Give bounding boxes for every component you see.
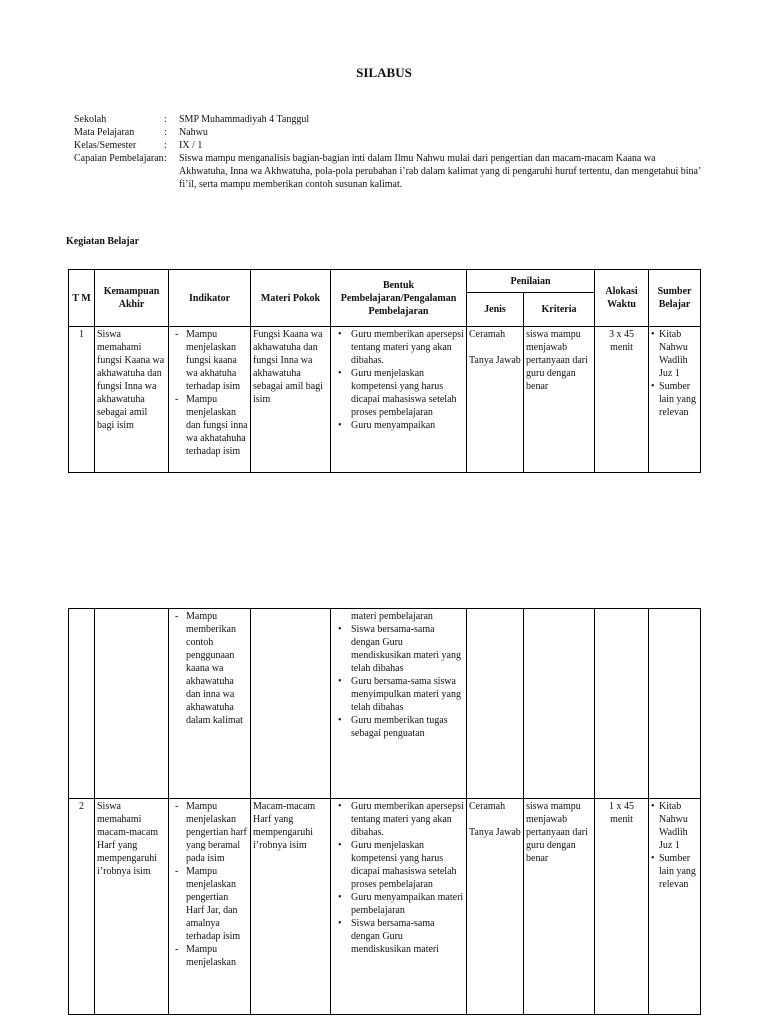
syllabus-table-continued bbox=[68, 608, 701, 1015]
list-item: - Mampu menjelaskan fungsi kaana wa akhatuha terhadap isim bbox=[171, 328, 248, 393]
cell-indikator bbox=[169, 799, 251, 1015]
list-item: • Kitab Nahwu Wadlih Juz 1 bbox=[651, 328, 698, 380]
cell-kriteria: siswa mampu menjawab pertanyaan dari guru dengan benar bbox=[524, 799, 595, 1015]
info-row-mata-pelajaran bbox=[74, 126, 704, 139]
list-item: • Guru menyampaikan bbox=[333, 419, 464, 432]
cell-no: 1 bbox=[69, 327, 95, 473]
header-alokasi: Alokasi Waktu bbox=[595, 270, 649, 327]
header-penilaian: Penilaian bbox=[467, 270, 595, 293]
syllabus-table bbox=[68, 269, 701, 473]
info-colon: : bbox=[164, 127, 167, 138]
cell-no: 2 bbox=[69, 799, 95, 1015]
cell-bentuk bbox=[331, 327, 467, 473]
header-sumber: Sumber Belajar bbox=[649, 270, 701, 327]
table-row bbox=[69, 609, 701, 799]
cell-materi: Macam-macam Harf yang mempengaruhi i’robnya isim bbox=[251, 799, 331, 1015]
cell-alokasi: 1 x 45 menit bbox=[595, 799, 649, 1015]
list-item: • Guru bersama-sama siswa menyimpulkan materi yang telah dibahas bbox=[333, 675, 464, 714]
list-item: • Siswa bersama-sama dengan Guru mendiskusikan materi bbox=[333, 917, 464, 956]
info-label: Capaian Pembelajaran bbox=[74, 153, 164, 164]
info-colon: : bbox=[164, 153, 167, 164]
cell-sumber bbox=[649, 609, 701, 799]
cell-kriteria bbox=[524, 609, 595, 799]
info-block bbox=[74, 113, 704, 191]
cell-kemampuan bbox=[95, 609, 169, 799]
list-item: • Sumber lain yang relevan bbox=[651, 852, 698, 891]
list-item: • Guru memberikan tugas sebagai penguatan bbox=[333, 714, 464, 740]
info-row-capaian bbox=[74, 152, 704, 191]
list-item: • Guru menjelaskan kompetensi yang harus dicapai mahasiswa setelah proses pembelajaran bbox=[333, 367, 464, 419]
cell-jenis bbox=[467, 609, 524, 799]
header-kriteria: Kriteria bbox=[524, 293, 595, 327]
list-item: • Guru menyampaikan materi pembelajaran bbox=[333, 891, 464, 917]
cell-indikator bbox=[169, 327, 251, 473]
list-item: • Guru menjelaskan kompetensi yang harus dicapai mahasiswa setelah proses pembelajaran bbox=[333, 839, 464, 891]
cell-bentuk bbox=[331, 799, 467, 1015]
page-title: SILABUS bbox=[356, 65, 412, 80]
list-item: • Guru memberikan apersepsi tentang materi yang akan dibahas. bbox=[333, 800, 464, 839]
cell-kemampuan: Siswa memahami fungsi Kaana wa akhawatuha dan fungsi Inna wa akhawatuha sebagai amil bagi isim bbox=[95, 327, 169, 473]
cell-materi bbox=[251, 609, 331, 799]
header-bentuk: Bentuk Pembelajaran/Pengalaman Pembelajaran bbox=[331, 270, 467, 327]
jenis-ceramah: Ceramah bbox=[469, 801, 506, 812]
list-item: - Mampu memberikan contoh penggunaan kaana wa akhawatuha dan inna wa akhawatuha dalam kalimat bbox=[171, 610, 248, 727]
cell-no bbox=[69, 609, 95, 799]
table-row bbox=[69, 799, 701, 1015]
table-row bbox=[69, 327, 701, 473]
jenis-tanya-jawab: Tanya Jawab bbox=[469, 355, 521, 366]
list-item: • Siswa bersama-sama dengan Guru mendiskusikan materi yang telah dibahas bbox=[333, 623, 464, 675]
list-item-continued: materi pembelajaran bbox=[351, 611, 433, 622]
list-item: - Mampu menjelaskan pengertian Harf Jar, dan amalnya terhadap isim bbox=[171, 865, 248, 943]
header-tm: T M bbox=[69, 270, 95, 327]
info-value: Siswa mampu menganalisis bagian-bagian inti dalam Ilmu Nahwu mulai dari pengertian dan macam-macam Kaana wa Akhwatuha, Inna wa Akhwatuha, pola-pola perubahan i’rab dalam kalimat yang di pengaruhi huruf tertentu, dan mengetahui bina’ fi’il, serta mampu memberikan contoh susunan kalimat. bbox=[179, 153, 701, 190]
header-indikator: Indikator bbox=[169, 270, 251, 327]
header-jenis: Jenis bbox=[467, 293, 524, 327]
info-value: Nahwu bbox=[179, 127, 208, 138]
cell-kriteria: siswa mampu menjawab pertanyaan dari guru dengan benar bbox=[524, 327, 595, 473]
info-value: SMP Muhammadiyah 4 Tanggul bbox=[179, 114, 310, 125]
list-item: • Kitab Nahwu Wadlih Juz 1 bbox=[651, 800, 698, 852]
cell-jenis bbox=[467, 799, 524, 1015]
info-colon: : bbox=[164, 140, 167, 151]
list-item: • Sumber lain yang relevan bbox=[651, 380, 698, 419]
info-label: Sekolah bbox=[74, 114, 107, 125]
cell-indikator bbox=[169, 609, 251, 799]
cell-jenis bbox=[467, 327, 524, 473]
jenis-ceramah: Ceramah bbox=[469, 329, 506, 340]
list-item: - Mampu menjelaskan dan fungsi inna wa akhatahuha terhadap isim bbox=[171, 393, 248, 458]
cell-kemampuan: Siswa memahami macam-macam Harf yang mempengaruhi i’robnya isim bbox=[95, 799, 169, 1015]
header-materi: Materi Pokok bbox=[251, 270, 331, 327]
section-title: Kegiatan Belajar bbox=[66, 236, 140, 247]
list-item: - Mampu menjelaskan pengertian harf yang beramal pada isim bbox=[171, 800, 248, 865]
cell-alokasi bbox=[595, 609, 649, 799]
info-value: IX / 1 bbox=[179, 140, 203, 151]
cell-bentuk bbox=[331, 609, 467, 799]
cell-sumber bbox=[649, 799, 701, 1015]
info-row-sekolah bbox=[74, 113, 704, 126]
cell-materi: Fungsi Kaana wa akhawatuha dan fungsi Inna wa akhawatuha sebagai amil bagi isim bbox=[251, 327, 331, 473]
info-colon: : bbox=[164, 114, 167, 125]
info-label: Kelas/Semester bbox=[74, 140, 137, 151]
info-row-kelas-semester bbox=[74, 139, 704, 152]
list-item: • Guru memberikan apersepsi tentang materi yang akan dibahas. bbox=[333, 328, 464, 367]
cell-sumber bbox=[649, 327, 701, 473]
list-item: - Mampu menjelaskan bbox=[171, 943, 248, 969]
info-label: Mata Pelajaran bbox=[74, 127, 135, 138]
jenis-tanya-jawab: Tanya Jawab bbox=[469, 827, 521, 838]
header-kemampuan: Kemampuan Akhir bbox=[95, 270, 169, 327]
cell-alokasi: 3 x 45 menit bbox=[595, 327, 649, 473]
